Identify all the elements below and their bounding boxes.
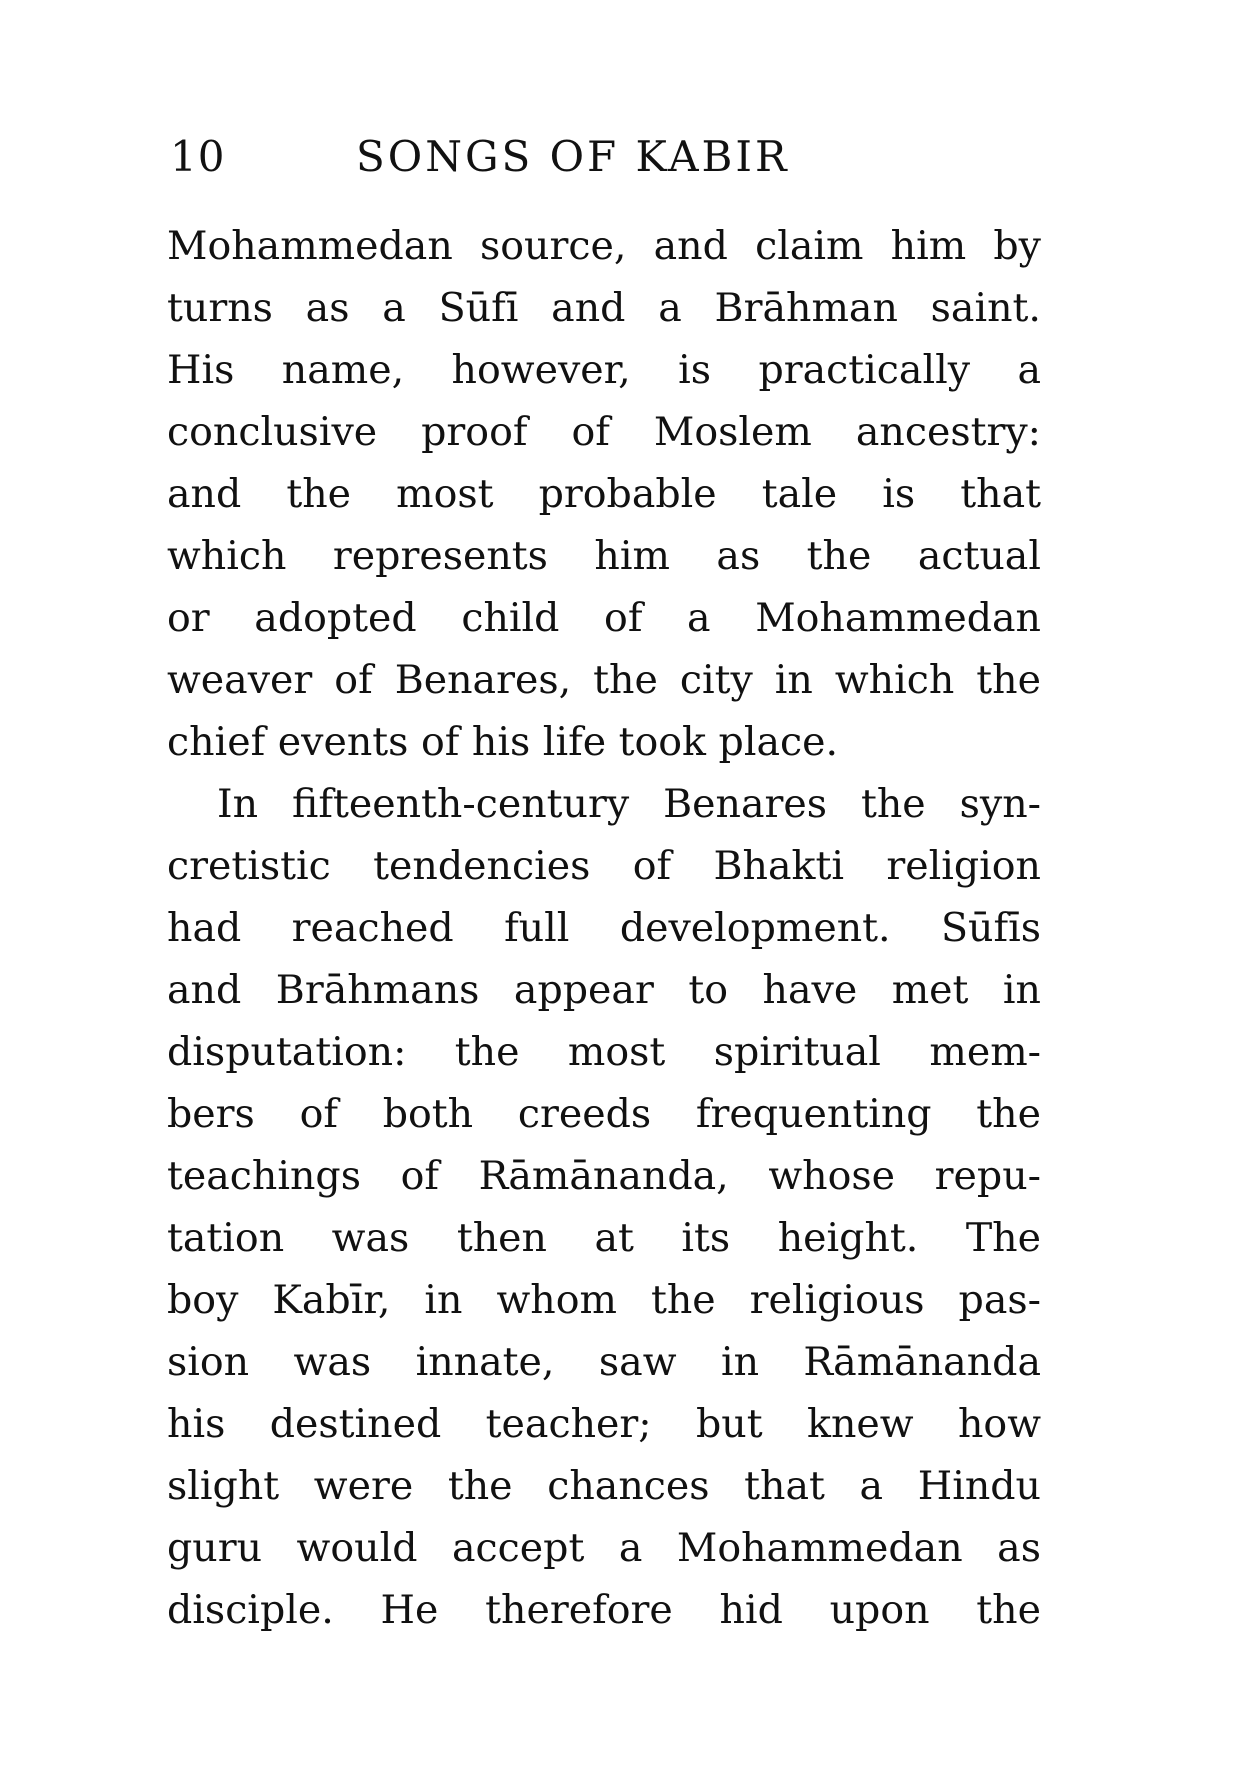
page-header [170,132,870,192]
text-line: turns as a Sūfī and a Brāhman saint. [167,285,1041,331]
text-line: tation was then at its height. The [167,1215,1041,1261]
text-line: teachings of Rāmānanda, whose repu- [167,1153,1041,1199]
text-line: his destined teacher; but knew how [167,1401,1041,1447]
text-line: or adopted child of a Mohammedan [167,595,1041,641]
paragraph-2 [167,773,1041,1641]
text-line: and the most probable tale is that [167,471,1041,517]
body-text [167,215,1041,1641]
running-title: SONGS OF KABIR [356,132,790,181]
text-line: which represents him as the actual [167,533,1041,579]
text-line: slight were the chances that a Hindu [167,1463,1041,1509]
text-line: Mohammedan source, and claim him by [167,223,1041,269]
text-line: and Brāhmans appear to have met in [167,967,1041,1013]
text-line: sion was innate, saw in Rāmānanda [167,1339,1041,1385]
text-line: In fifteenth-century Benares the syn- [217,781,1041,827]
text-line: His name, however, is practically a [167,347,1041,393]
text-line: disputation: the most spiritual mem- [167,1029,1041,1075]
text-line: disciple. He therefore hid upon the [167,1587,1041,1633]
text-line: bers of both creeds frequenting the [167,1091,1041,1137]
text-line: chief events of his life took place. [167,719,839,765]
text-line: had reached full development. Sūfīs [167,905,1041,951]
paragraph-1 [167,215,1041,773]
text-line: guru would accept a Mohammedan as [167,1525,1041,1571]
text-line: cretistic tendencies of Bhakti religion [167,843,1041,889]
text-line: weaver of Benares, the city in which the [167,657,1041,703]
page-number: 10 [170,132,226,181]
text-line: boy Kabīr, in whom the religious pas- [167,1277,1041,1323]
text-line: conclusive proof of Moslem ancestry: [167,409,1041,455]
